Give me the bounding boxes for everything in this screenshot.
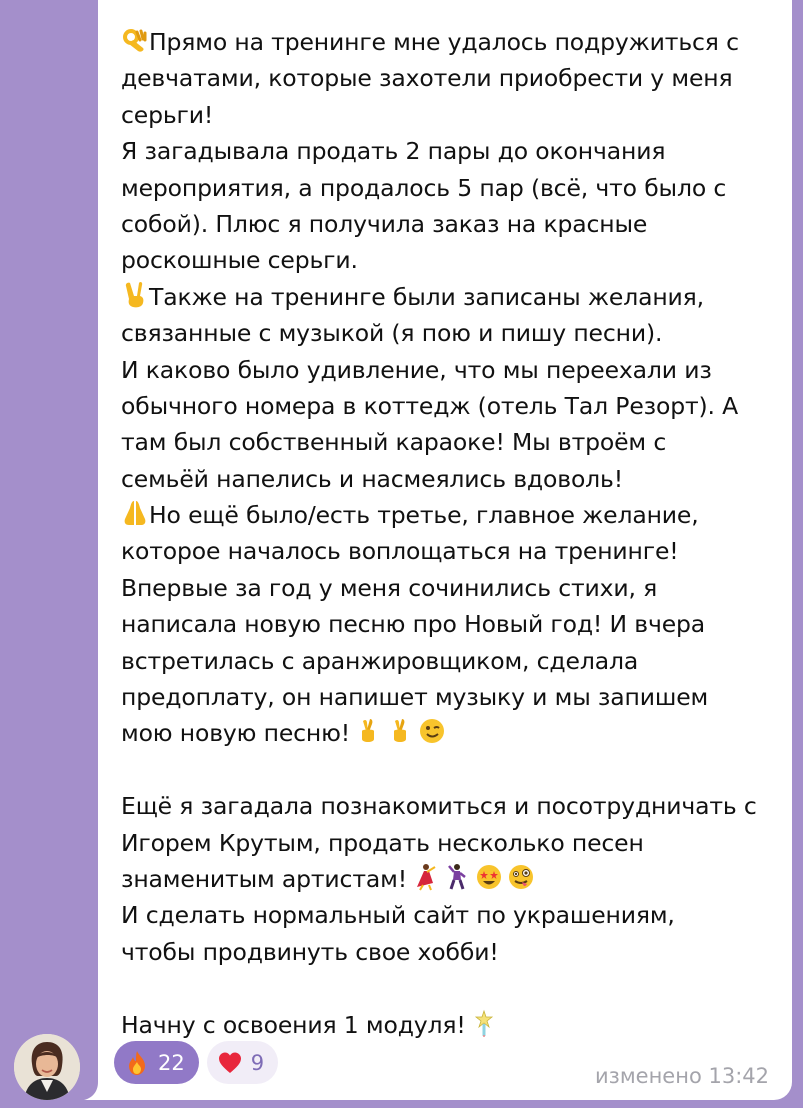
- message-line: [121, 825, 781, 861]
- message-text: [121, 24, 781, 1043]
- message-line-text: которое началось воплощаться на тренинге!: [121, 537, 679, 566]
- message-line-text: предоплату, он напишет музыку и мы запишем: [121, 683, 709, 712]
- magic-wand-emoji: [470, 1009, 498, 1037]
- crossed-fingers-emoji: [386, 717, 414, 745]
- message-line: [121, 715, 781, 751]
- message-line-text: мою новую песню!: [121, 719, 351, 748]
- message-line: [121, 788, 781, 824]
- message-line: [121, 352, 781, 388]
- star-struck-emoji: [475, 863, 503, 891]
- zany-face-emoji: [507, 863, 535, 891]
- reactions-bar: [114, 1041, 278, 1084]
- victory-hand-emoji: [121, 281, 149, 309]
- folded-hands-emoji: [121, 499, 149, 527]
- message-line-text: обычного номера в коттедж (отель Тал Резорт). А: [121, 391, 739, 420]
- message-line-text: знаменитым артистам!: [121, 864, 407, 893]
- reaction-fire[interactable]: [114, 1041, 199, 1084]
- message-line: [121, 242, 781, 278]
- message-line: [121, 24, 781, 60]
- message-line: [121, 643, 781, 679]
- message-line: [121, 60, 781, 96]
- avatar-photo: [14, 1034, 80, 1100]
- message-line: [121, 497, 781, 533]
- crossed-fingers-emoji: [354, 717, 382, 745]
- message-line: [121, 533, 781, 569]
- winking-face-emoji: [418, 717, 446, 745]
- message-line: [121, 315, 781, 351]
- message-line-text: И сделать нормальный сайт по украшениям,: [121, 901, 675, 930]
- message-line: [121, 133, 781, 169]
- message-line-text: роскошные серьги.: [121, 246, 358, 275]
- message-line-text: там был собственный караоке! Мы втроём с: [121, 428, 667, 457]
- message-line: [121, 424, 781, 460]
- message-line-text: Прямо на тренинге мне удалось подружиться с: [149, 28, 739, 56]
- message-line: [121, 606, 781, 642]
- message-line-text: встретилась с аранжировщиком, сделала: [121, 646, 639, 675]
- message-line: [121, 170, 781, 206]
- message-line-text: серьги!: [121, 100, 214, 129]
- message-line-text: чтобы продвинуть свое хобби!: [121, 937, 499, 966]
- message-line-text: Также на тренинге были записаны желания,: [149, 282, 704, 311]
- blank-line: [121, 752, 781, 788]
- message-line-text: Впервые за год у меня сочинились стихи, я: [121, 573, 658, 602]
- message-line-text: Но ещё было/есть третье, главное желание,: [149, 501, 699, 530]
- message-line: [121, 388, 781, 424]
- fire-icon: [124, 1050, 150, 1076]
- message-line-text: написала новую песню про Новый год! И вчера: [121, 610, 706, 639]
- reaction-count: 22: [158, 1050, 185, 1075]
- message-line: [121, 279, 781, 315]
- blank-line: [121, 970, 781, 1006]
- message-line: [121, 861, 781, 897]
- message-line: [121, 1007, 781, 1043]
- sender-avatar[interactable]: [14, 1034, 80, 1100]
- message-line: [121, 206, 781, 242]
- reaction-heart[interactable]: [207, 1041, 278, 1084]
- message-line: [121, 934, 781, 970]
- message-line-text: И каково было удивление, что мы переехали из: [121, 355, 712, 384]
- message-line-text: Начну с освоения 1 модуля!: [121, 1010, 466, 1039]
- message-line: [121, 897, 781, 933]
- reaction-count: 9: [250, 1050, 265, 1075]
- message-edited-timestamp: изменено 13:42: [595, 1064, 769, 1088]
- bubble-tail: [84, 1082, 104, 1100]
- message-line-text: собой). Плюс я получила заказ на красные: [121, 209, 648, 238]
- message-line-text: Игорем Крутым, продать несколько песен: [121, 828, 644, 857]
- message-line-text: семьёй напелись и насмеялись вдоволь!: [121, 464, 624, 493]
- message-line-text: девчатами, которые захотели приобрести у меня: [121, 64, 733, 93]
- message-line-text: Я загадывала продать 2 пары до окончания: [121, 137, 666, 166]
- ok-hand-emoji: [121, 26, 149, 54]
- message-line-text: связанные с музыкой (я пою и пишу песни).: [121, 319, 663, 348]
- woman-dancing-emoji: [411, 863, 439, 891]
- message-line-text: мероприятия, а продалось 5 пар (всё, что было с: [121, 173, 727, 202]
- message-line: [121, 679, 781, 715]
- message-line: [121, 97, 781, 133]
- message-line: [121, 570, 781, 606]
- message-line-text: Ещё я загадала познакомиться и посотрудничать с: [121, 792, 757, 821]
- message-line: [121, 461, 781, 497]
- heart-icon: [217, 1050, 243, 1076]
- man-dancing-emoji: [443, 863, 471, 891]
